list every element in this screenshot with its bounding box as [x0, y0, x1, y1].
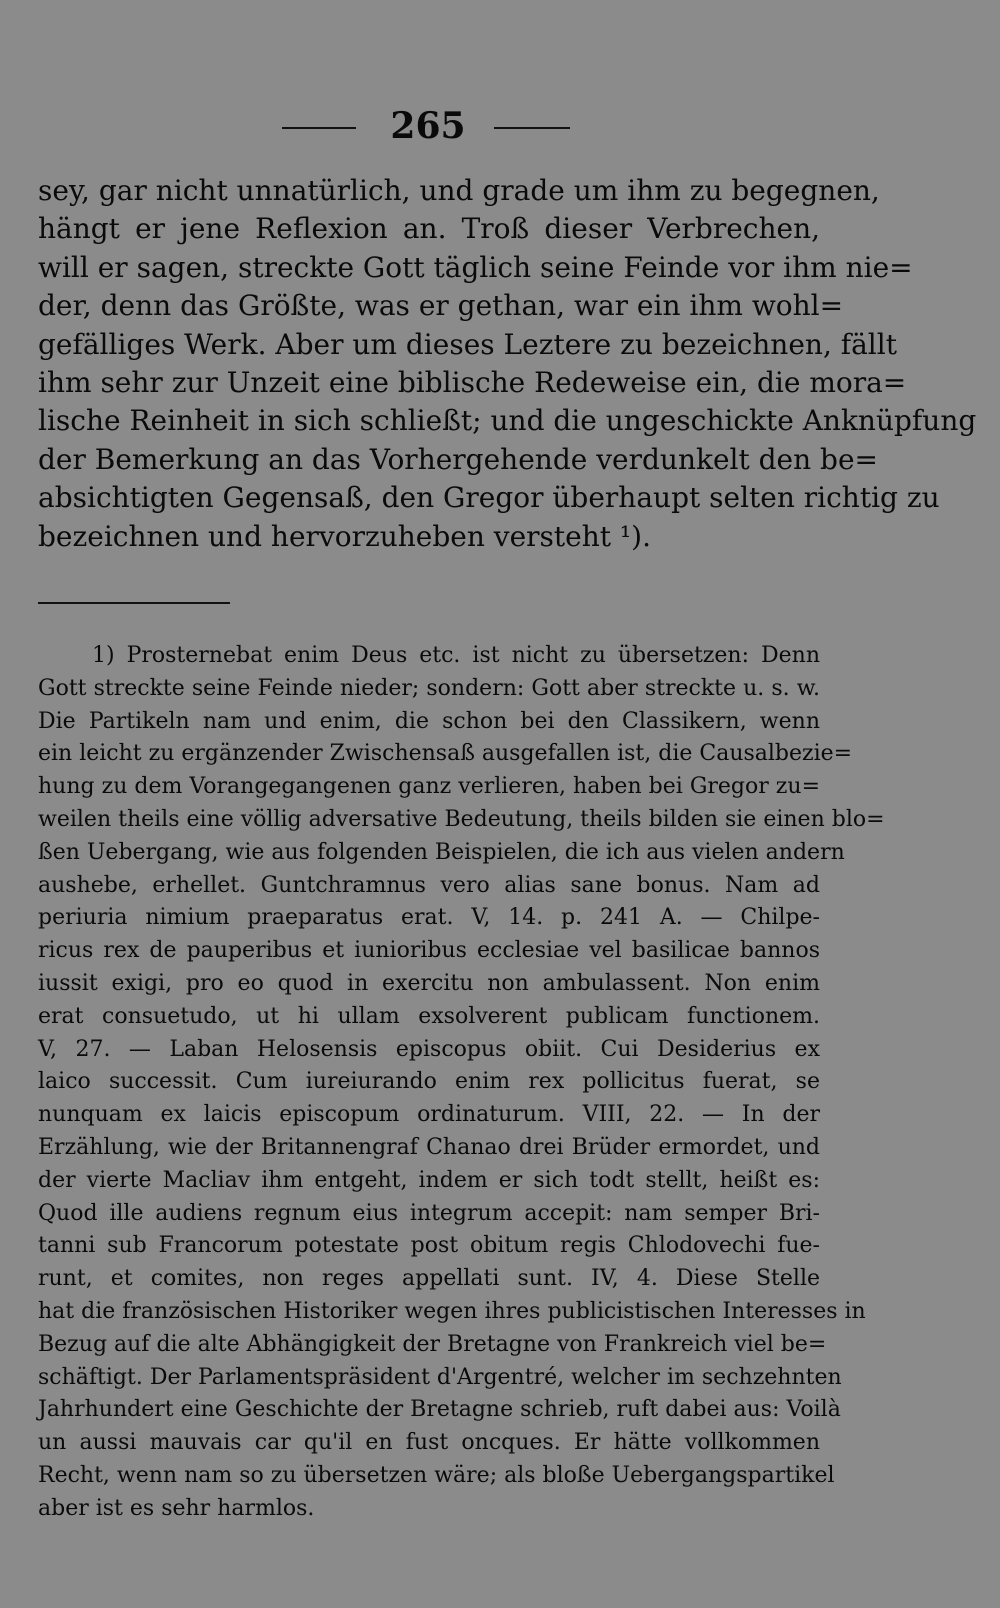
- text-line: ihm sehr zur Unzeit eine biblische Redeweise ein, die mora=: [38, 365, 907, 399]
- footnote-line: Recht, wenn nam so zu übersetzen wäre; als bloße Uebergangspartikel: [38, 1462, 835, 1488]
- footnote-line: Bezug auf die alte Abhängigkeit der Bretagne von Frankreich viel be=: [38, 1331, 827, 1357]
- footnote-line: tanni sub Francorum potestate post obitum regis Chlodovechi fue-: [38, 1233, 820, 1259]
- text-line: der, denn das Größte, was er gethan, war ein ihm wohl=: [38, 289, 844, 323]
- footnote-line: Jahrhundert eine Geschichte der Bretagne schrieb, ruft dabei aus: Voilà: [38, 1397, 841, 1423]
- text-line: hängt er jene Reflexion an. Troß dieser Verbrechen,: [38, 212, 820, 246]
- footnote-line: 1) Prosternebat enim Deus etc. ist nicht zu übersetzen: Denn: [92, 643, 820, 668]
- footnotes: [38, 640, 885, 1526]
- text-line: gefälliges Werk. Aber um dieses Leztere zu bezeichnen, fällt: [38, 327, 897, 361]
- footnote-line: weilen theils eine völlig adversative Bedeutung, theils bilden sie einen blo=: [38, 806, 885, 832]
- footnote-line: periuria nimium praeparatus erat. V, 14. p. 241 A. — Chilpe-: [38, 905, 820, 931]
- footnote-line: runt, et comites, non reges appellati sunt. IV, 4. Diese Stelle: [38, 1266, 820, 1292]
- footnote-line: ßen Uebergang, wie aus folgenden Beispielen, die ich aus vielen andern: [38, 839, 845, 865]
- footnote-line: erat consuetudo, ut hi ullam exsolverent publicam functionem.: [38, 1003, 820, 1029]
- footnote-line: Die Partikeln nam und enim, die schon bei den Classikern, wenn: [38, 708, 820, 734]
- footnote-line: Erzählung, wie der Britannengraf Chanao drei Brüder ermordet, und: [38, 1134, 820, 1160]
- text-line: sey, gar nicht unnatürlich, und grade um ihm zu begegnen,: [38, 174, 880, 207]
- footnote-line: schäftigt. Der Parlamentspräsident d'Argentré, welcher im sechzehnten: [38, 1364, 842, 1390]
- footnote-line: laico successit. Cum iureiurando enim rex pollicitus fuerat, se: [38, 1069, 820, 1095]
- footnote-line: hung zu dem Vorangegangenen ganz verlieren, haben bei Gregor zu=: [38, 774, 820, 800]
- footnote-line: Gott streckte seine Feinde nieder; sondern: Gott aber streckte u. s. w.: [38, 675, 820, 701]
- page-number: 265: [390, 105, 466, 147]
- text-line: der Bemerkung an das Vorhergehende verdunkelt den be=: [38, 442, 878, 476]
- footnote-line: un aussi mauvais car qu'il en fust oncques. Er hätte vollkommen: [38, 1430, 820, 1456]
- text-line: absichtigten Gegensaß, den Gregor überhaupt selten richtig zu: [38, 481, 940, 515]
- footnote-line: aushebe, erhellet. Guntchramnus vero alias sane bonus. Nam ad: [38, 872, 820, 898]
- main-text: [38, 172, 977, 556]
- footnote-line: der vierte Macliav ihm entgeht, indem er sich todt stellt, heißt es:: [38, 1167, 820, 1193]
- header-rule-right: [494, 127, 570, 129]
- text-line: bezeichnen und hervorzuheben versteht ¹).: [38, 519, 651, 553]
- footnote-line: Quod ille audiens regnum eius integrum accepit: nam semper Bri-: [38, 1200, 820, 1226]
- footnote-line: hat die französischen Historiker wegen ihres publicistischen Interesses in: [38, 1298, 866, 1324]
- footnote-line: nunquam ex laicis episcopum ordinaturum. VIII, 22. — In der: [38, 1102, 820, 1128]
- footnote-line: ricus rex de pauperibus et iunioribus ecclesiae vel basilicae bannos: [38, 938, 820, 964]
- footnote-line: ein leicht zu ergänzender Zwischensaß ausgefallen ist, die Causalbezie=: [38, 741, 853, 767]
- text-line: will er sagen, streckte Gott täglich seine Feinde vor ihm nie=: [38, 250, 913, 284]
- text-line: lische Reinheit in sich schließt; und die ungeschickte Anknüpfung: [38, 404, 977, 438]
- footnote-line: iussit exigi, pro eo quod in exercitu non ambulassent. Non enim: [38, 970, 820, 996]
- page-header: [0, 100, 1000, 150]
- header-rule-left: [282, 127, 356, 129]
- footnote-line: aber ist es sehr harmlos.: [38, 1495, 315, 1521]
- footnote-separator: [38, 602, 230, 604]
- footnote-line: V, 27. — Laban Helosensis episcopus obiit. Cui Desiderius ex: [38, 1036, 820, 1062]
